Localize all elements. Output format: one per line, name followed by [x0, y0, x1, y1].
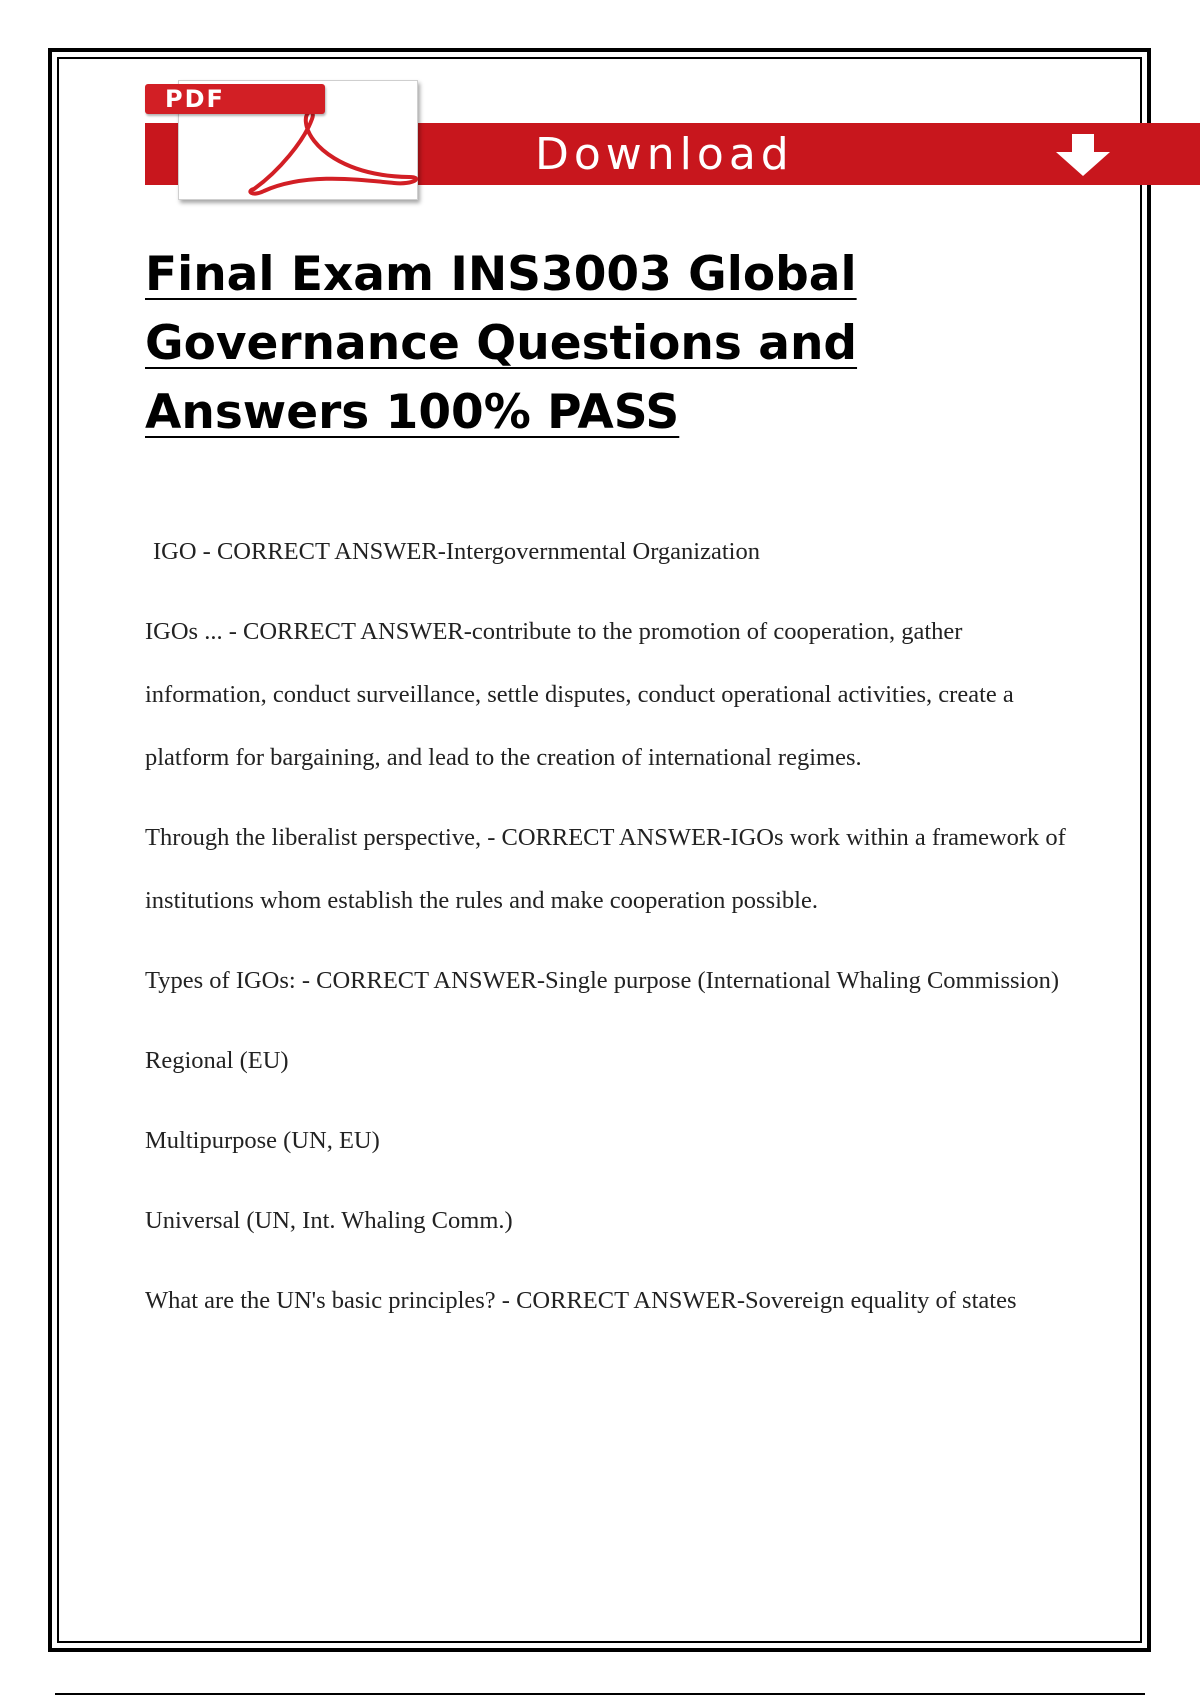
qa-paragraph: IGOs ... - CORRECT ANSWER-contribute to the promotion of cooperation, gather information, conduct surveillance, settle disputes, conduct operational activities, create a platform for bargaining, and lead to the creation of international regimes. — [145, 618, 1014, 771]
bottom-rule — [55, 1693, 1145, 1695]
qa-paragraph: Regional (EU) — [145, 1047, 289, 1074]
qa-paragraph: Through the liberalist perspective, - CORRECT ANSWER-IGOs work within a framework of institutions whom establish the rules and make cooperation possible. — [145, 824, 1066, 914]
acrobat-logo-icon — [234, 111, 424, 196]
qa-paragraph: Multipurpose (UN, EU) — [145, 1127, 380, 1154]
pdf-label: PDF — [165, 85, 225, 113]
qa-paragraph: Universal (UN, Int. Whaling Comm.) — [145, 1207, 513, 1234]
qa-paragraph: What are the UN's basic principles? - CORRECT ANSWER-Sovereign equality of states — [145, 1287, 1017, 1314]
download-arrow-icon — [1050, 132, 1120, 178]
pdf-download-banner[interactable] — [145, 80, 1200, 200]
qa-paragraph: IGO - CORRECT ANSWER-Intergovernmental Organization — [153, 538, 760, 565]
document-body — [145, 520, 1080, 1349]
document-title: Final Exam INS3003 Global Governance Questions and Answers 100% PASS — [145, 247, 858, 440]
qa-paragraph: Types of IGOs: - CORRECT ANSWER-Single purpose (International Whaling Commission) — [145, 967, 1060, 994]
download-label: Download — [535, 129, 794, 180]
